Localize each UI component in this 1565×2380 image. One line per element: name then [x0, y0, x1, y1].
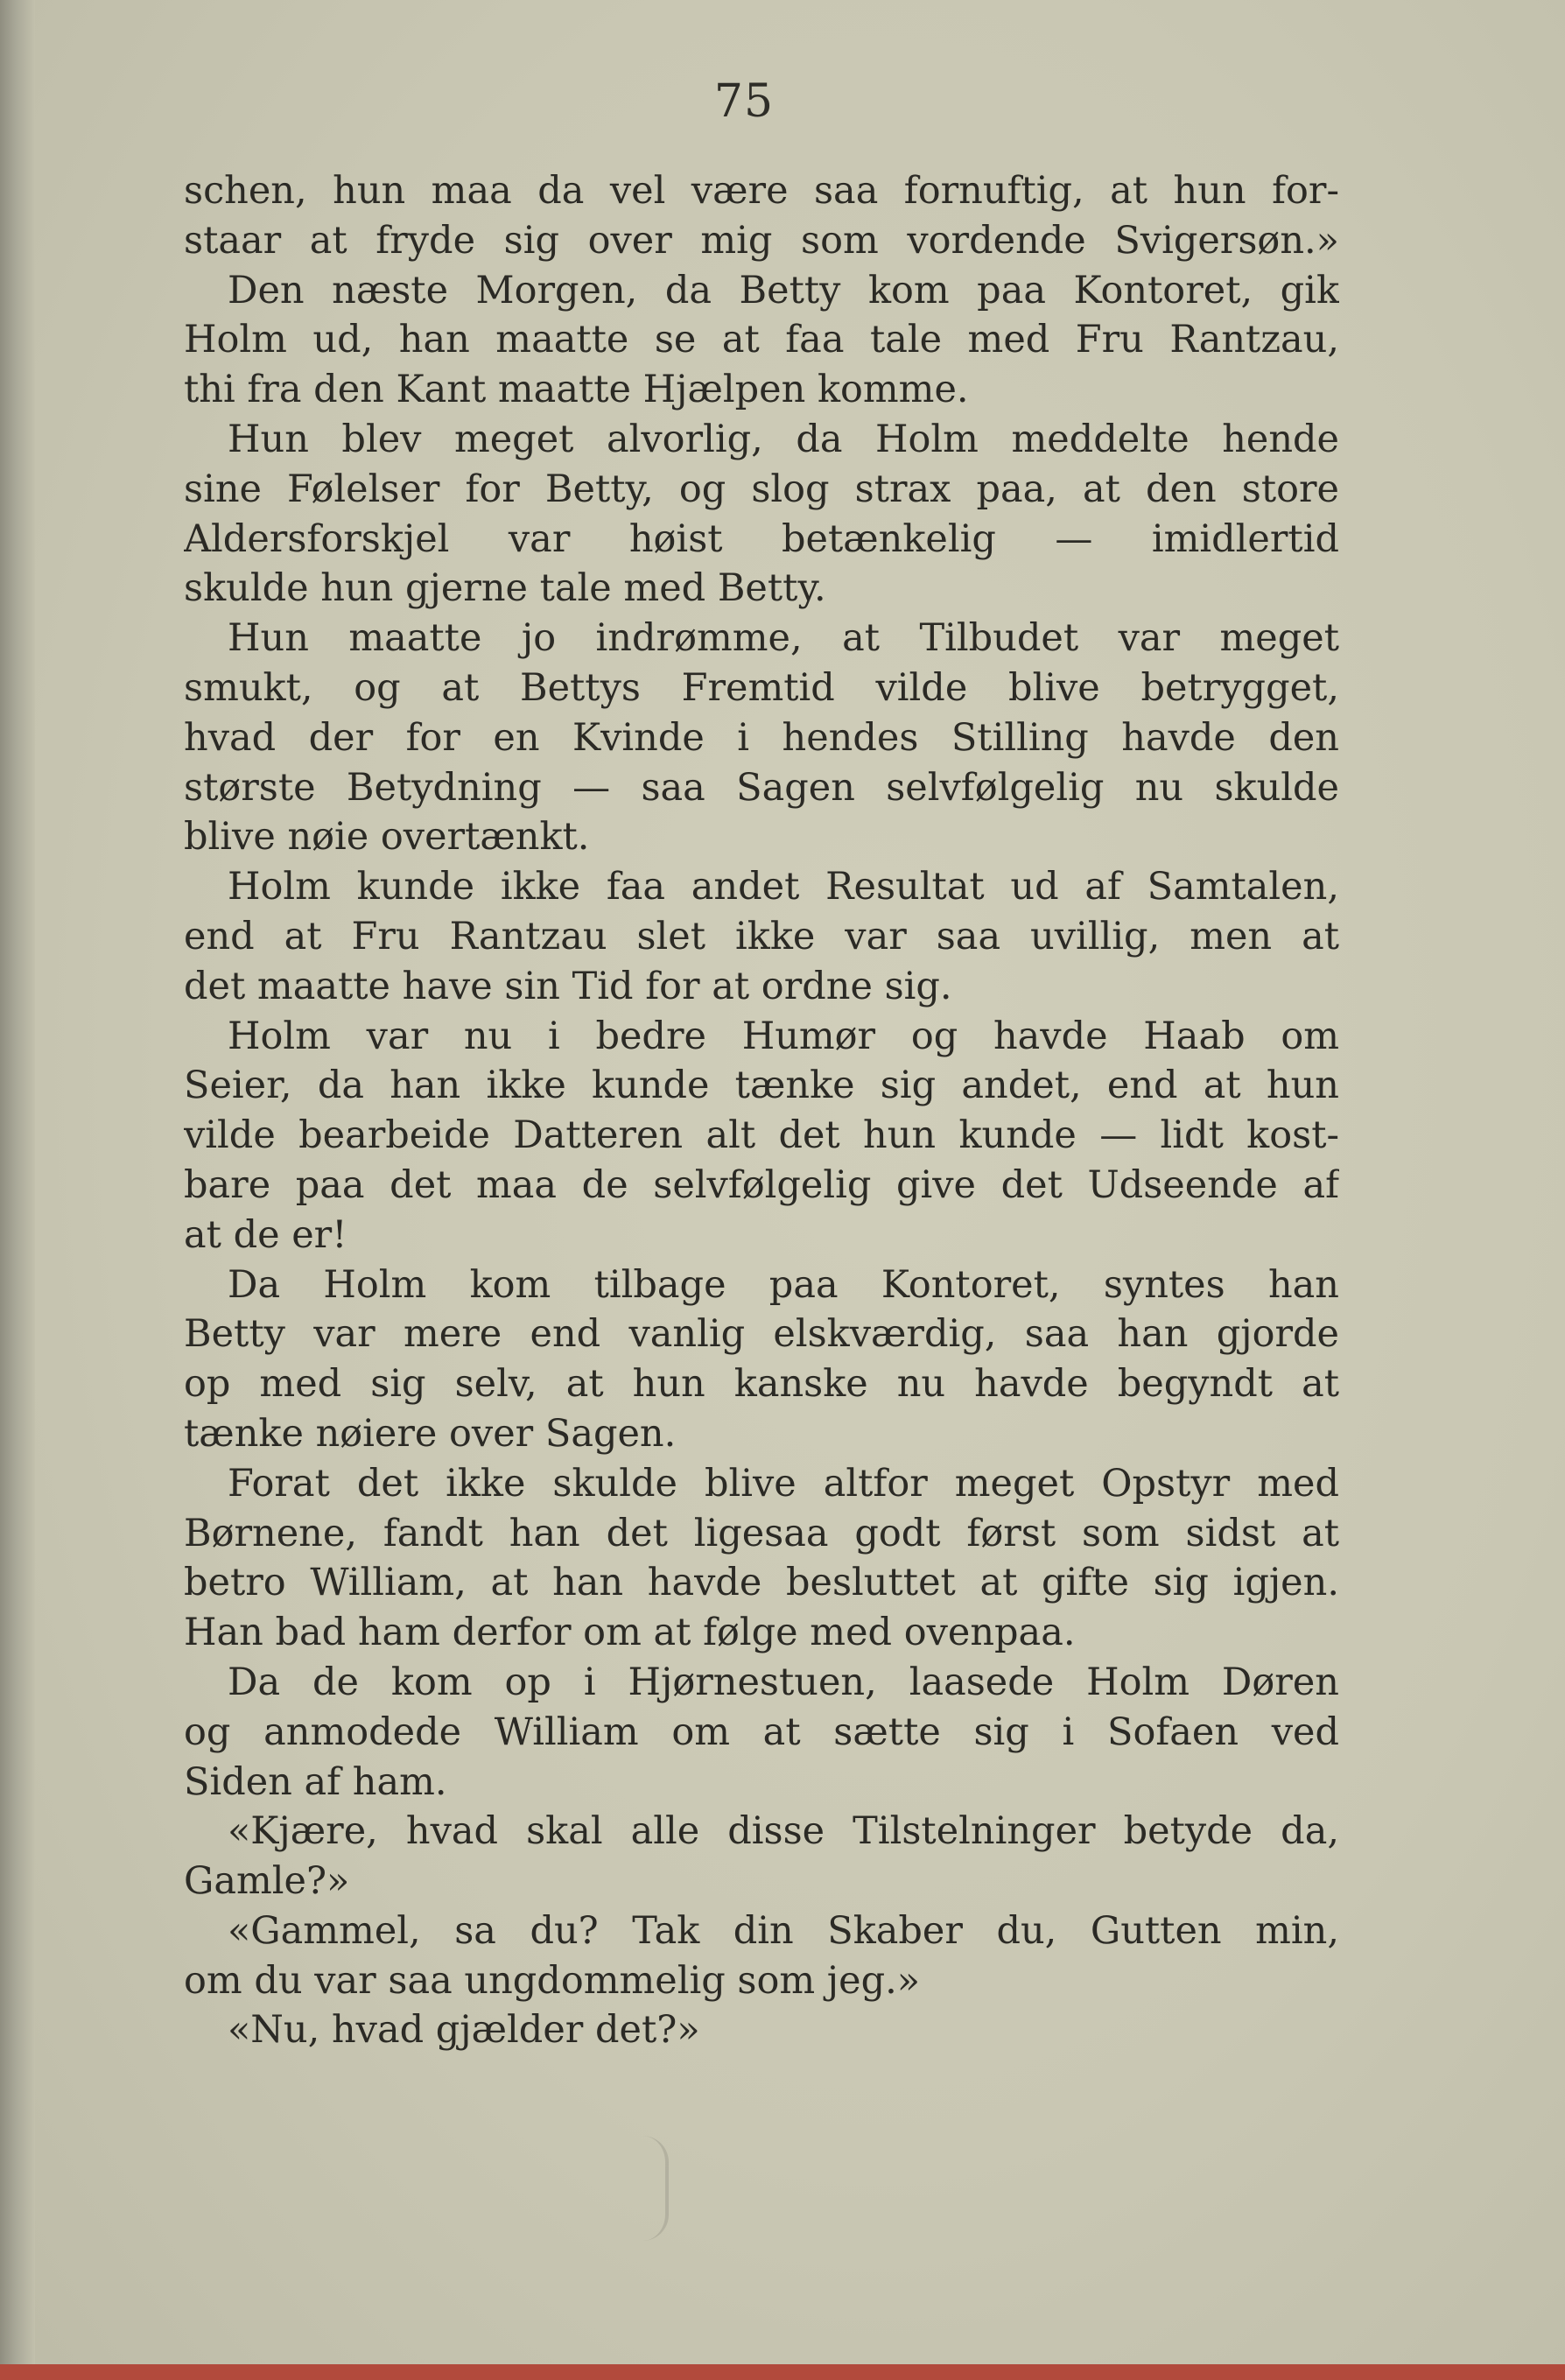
- text-line: sine Følelser for Betty, og slog strax paa, at den store: [184, 467, 1339, 511]
- text-line: Den næste Morgen, da Betty kom paa Kontoret, gik: [228, 268, 1339, 312]
- text-line: op med sig selv, at hun kanske nu havde begyndt at: [184, 1362, 1339, 1407]
- book-cover-edge: [0, 2364, 1565, 2380]
- text-line: Hun maatte jo indrømme, at Tilbudet var meget: [228, 616, 1339, 661]
- text-line: Da Holm kom tilbage paa Kontoret, syntes han: [228, 1262, 1339, 1307]
- text-line: Holm ud, han maatte se at faa tale med Fru Rantzau,: [184, 318, 1339, 362]
- text-line: staar at fryde sig over mig som vordende Svigersøn.»: [184, 218, 1339, 263]
- text-line: smukt, og at Bettys Fremtid vilde blive betrygget,: [184, 665, 1339, 710]
- text-line: største Betydning — saa Sagen selvfølgelig nu skulde: [184, 765, 1339, 810]
- page-number: 75: [713, 75, 775, 128]
- book-spine-edge: [0, 0, 35, 2380]
- text-line: «Gammel, sa du? Tak din Skaber du, Gutten min,: [228, 1908, 1339, 1953]
- text-line: betro William, at han havde besluttet at gifte sig igjen.: [184, 1561, 1339, 1605]
- text-line: Børnene, fandt han det ligesaa godt først som sidst at: [184, 1511, 1339, 1555]
- text-line: Han bad ham derfor om at følge med ovenpaa.: [184, 1611, 1076, 1655]
- text-line: bare paa det maa de selvfølgelig give det Udseende af: [184, 1162, 1339, 1207]
- text-line: og anmodede William om at sætte sig i Sofaen ved: [184, 1710, 1339, 1754]
- text-line: vilde bearbeide Datteren alt det hun kunde — lidt kost-: [184, 1113, 1339, 1158]
- text-line: Holm var nu i bedre Humør og havde Haab om: [228, 1014, 1339, 1058]
- text-line: om du var saa ungdommelig som jeg.»: [184, 1958, 921, 2003]
- text-line: Da de kom op i Hjørnestuen, laasede Holm Døren: [228, 1660, 1339, 1704]
- text-line: Aldersforskjel var høist betænkelig — imidlertid: [184, 516, 1339, 561]
- body-text: [184, 166, 1339, 2055]
- text-line: Hun blev meget alvorlig, da Holm meddelte hende: [228, 417, 1339, 461]
- library-stamp-mark: [88, 2136, 669, 2241]
- text-line: det maatte have sin Tid for at ordne sig.: [184, 964, 952, 1008]
- text-line: schen, hun maa da vel være saa fornuftig, at hun for-: [184, 169, 1339, 213]
- text-line: Forat det ikke skulde blive altfor meget Opstyr med: [228, 1461, 1339, 1506]
- text-line: Seier, da han ikke kunde tænke sig andet, end at hun: [184, 1064, 1339, 1108]
- text-line: blive nøie overtænkt.: [184, 815, 590, 860]
- text-line: Betty var mere end vanlig elskværdig, saa han gjorde: [184, 1312, 1339, 1357]
- text-line: tænke nøiere over Sagen.: [184, 1411, 677, 1456]
- text-line: hvad der for en Kvinde i hendes Stilling havde den: [184, 715, 1339, 760]
- text-line: end at Fru Rantzau slet ikke var saa uvillig, men at: [184, 914, 1339, 958]
- book-page: [35, 0, 1565, 2364]
- text-line: thi fra den Kant maatte Hjælpen komme.: [184, 368, 969, 412]
- text-line: Holm kunde ikke faa andet Resultat ud af Samtalen,: [228, 865, 1339, 909]
- text-line: «Kjære, hvad skal alle disse Tilstelninger betyde da,: [228, 1809, 1339, 1854]
- text-line: Siden af ham.: [184, 1759, 447, 1804]
- text-line: Gamle?»: [184, 1859, 350, 1904]
- text-line: at de er!: [184, 1212, 347, 1257]
- text-line: skulde hun gjerne tale med Betty.: [184, 566, 826, 611]
- text-line: «Nu, hvad gjælder det?»: [228, 2008, 700, 2053]
